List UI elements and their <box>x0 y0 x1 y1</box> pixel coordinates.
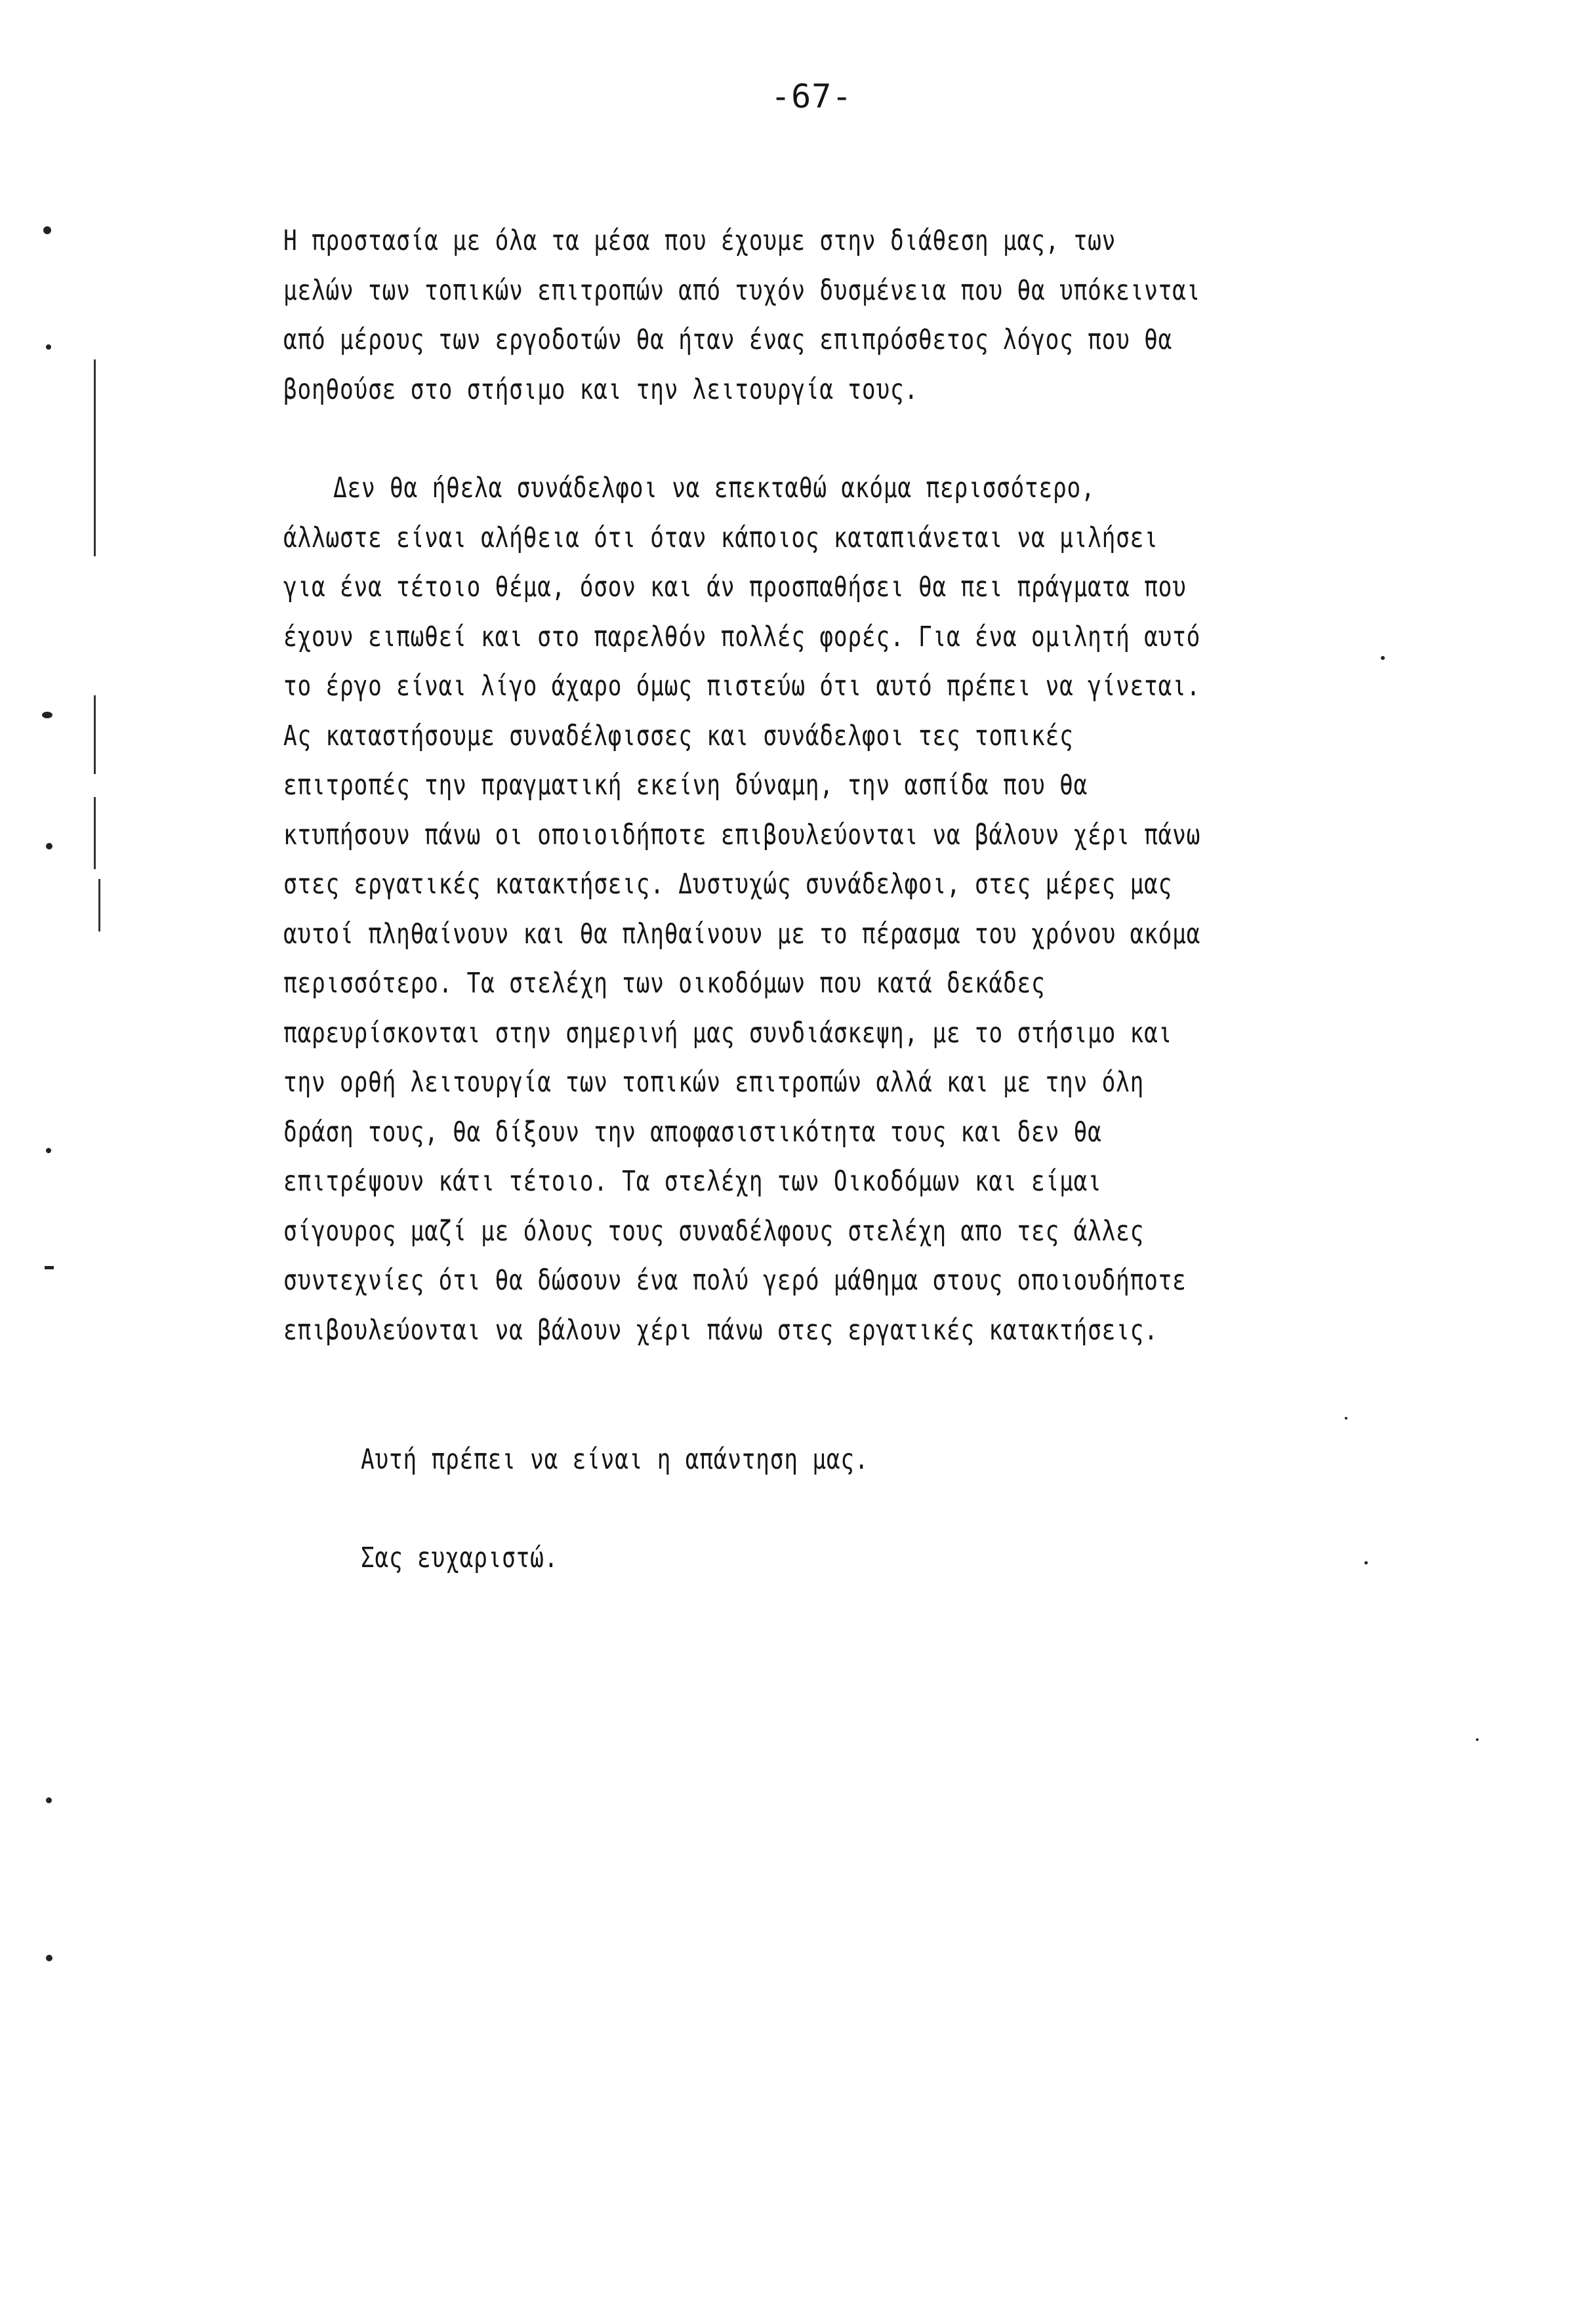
text-line: έχουν ειπωθεί και στο παρελθόν πολλές φορές. Για ένα ομιλητή αυτό <box>283 620 1201 653</box>
text-line: Η προστασία με όλα τα μέσα που έχουμε στην διάθεση μας, των <box>283 224 1116 257</box>
scan-speck <box>45 1266 54 1269</box>
closing-thanks: Σας ευχαριστώ. <box>361 1542 559 1574</box>
scan-speck <box>1381 656 1385 660</box>
text-line: Ας καταστήσουμε συναδέλφισσες και συνάδελφοι τες τοπικές <box>283 719 1074 752</box>
text-line: βοηθούσε στο στήσιμο και την λειτουργία τους. <box>283 373 918 406</box>
text-line: άλλωστε είναι αλήθεια ότι όταν κάποιος καταπιάνεται να μιλήσει <box>283 521 1158 554</box>
text-line: από μέρους των εργοδοτών θα ήταν ένας επιπρόσθετος λόγος που θα <box>283 323 1173 356</box>
text-line: Δεν θα ήθελα συνάδελφοι να επεκταθώ ακόμα περισσότερο, <box>333 472 1095 504</box>
closing-statement: Αυτή πρέπει να είναι η απάντηση μας. <box>361 1443 869 1476</box>
text-line: αυτοί πληθαίνουν και θα πληθαίνουν με το πέρασμα του χρόνου ακόμα <box>283 917 1201 950</box>
scan-speck <box>46 1955 52 1961</box>
scan-speck <box>43 226 51 234</box>
text-line: επιτρέψουν κάτι τέτοιο. Τα στελέχη των Οικοδόμων και είμαι <box>283 1165 1102 1198</box>
text-line: επιβουλεύονται να βάλουν χέρι πάνω στες εργατικές κατακτήσεις. <box>283 1313 1158 1347</box>
text-line: περισσότερο. Τα στελέχη των οικοδόμων που κατά δεκάδες <box>283 967 1046 1000</box>
text-line: στες εργατικές κατακτήσεις. Δυστυχώς συνάδελφοι, στες μέρες μας <box>283 868 1173 901</box>
scan-speck <box>46 1148 51 1153</box>
text-line: για ένα τέτοιο θέμα, όσον και άν προσπαθήσει θα πει πράγματα που <box>283 571 1187 603</box>
scan-speck <box>46 1797 52 1803</box>
scan-speck <box>46 344 51 350</box>
text-line: το έργο είναι λίγο άχαρο όμως πιστεύω ότι αυτό πρέπει να γίνεται. <box>283 670 1201 703</box>
scan-speck <box>1364 1561 1368 1564</box>
page-number: -67- <box>771 77 853 115</box>
text-line: μελών των τοπικών επιτροπών από τυχόν δυσμένεια που θα υπόκεινται <box>283 274 1201 307</box>
scan-speck <box>1345 1417 1347 1420</box>
text-line: δράση τους, θα δίξουν την αποφασιστικότητα τους και δεν θα <box>283 1115 1102 1149</box>
text-line: κτυπήσουν πάνω οι οποιοιδήποτε επιβουλεύονται να βάλουν χέρι πάνω <box>283 818 1201 851</box>
margin-line <box>94 797 96 869</box>
scan-speck <box>46 843 52 849</box>
text-line: συντεχνίες ότι θα δώσουν ένα πολύ γερό μάθημα στους οποιουδήποτε <box>283 1264 1187 1297</box>
text-line: σίγουρος μαζί με όλους τους συναδέλφους στελέχη απο τες άλλες <box>283 1214 1145 1248</box>
margin-line <box>98 879 100 931</box>
scan-speck <box>42 712 52 718</box>
margin-line <box>94 359 96 556</box>
body-text <box>283 216 1438 1355</box>
paragraph-gap <box>283 415 1438 464</box>
margin-line <box>94 695 96 774</box>
text-line: την ορθή λειτουργία των τοπικών επιτροπών αλλά και με την όλη <box>283 1066 1145 1099</box>
text-line: επιτροπές την πραγματική εκείνη δύναμη, την ασπίδα που θα <box>283 769 1088 802</box>
scan-speck <box>1476 1738 1479 1741</box>
text-line: παρευρίσκονται στην σημερινή μας συνδιάσκεψη, με το στήσιμο και <box>283 1016 1173 1050</box>
